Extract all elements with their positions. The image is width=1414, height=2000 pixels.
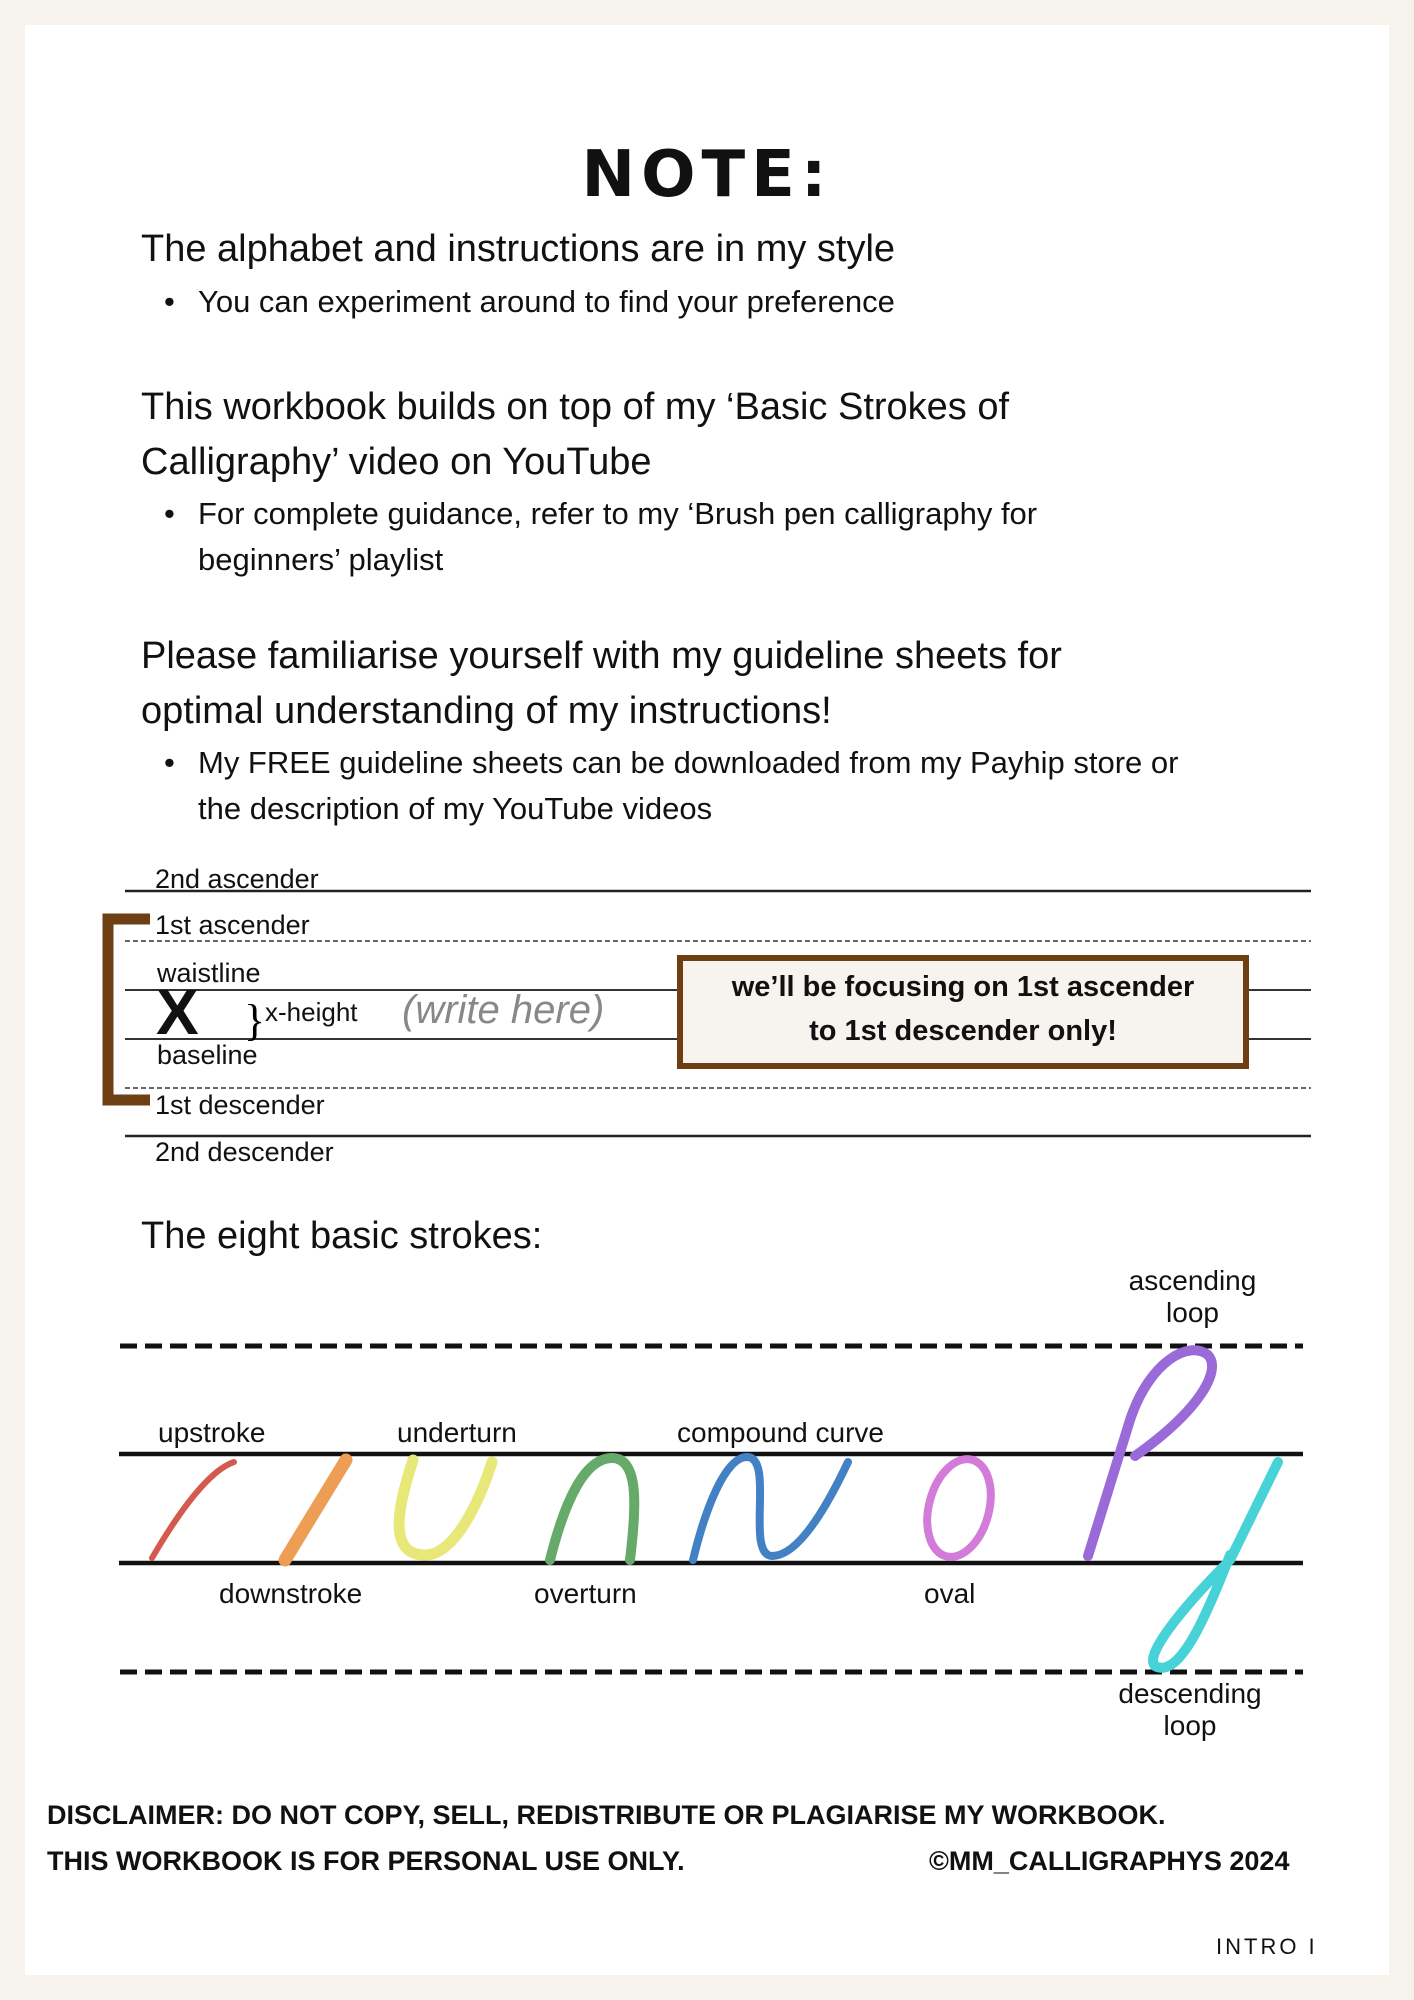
- label-descending-loop: [1105, 1678, 1275, 1742]
- label-oval: oval: [924, 1578, 976, 1609]
- label-compound-curve: compound curve: [677, 1417, 885, 1448]
- focus-note-line2: to 1st descender only!: [809, 1015, 1117, 1047]
- label-x-height: x-height: [265, 997, 358, 1027]
- section-1-bullet: • You can experiment around to find your preference: [198, 284, 895, 320]
- label-baseline: baseline: [157, 1040, 258, 1070]
- section-2-heading-line2: Calligraphy’ video on YouTube: [141, 441, 652, 483]
- section-3-heading-line1: Please familiarise yourself with my guideline sheets for: [141, 635, 1062, 677]
- label-descending-loop-line1: descending: [1118, 1678, 1262, 1709]
- label-underturn: underturn: [397, 1417, 517, 1448]
- disclaimer-line2: THIS WORKBOOK IS FOR PERSONAL USE ONLY.: [47, 1846, 685, 1876]
- compound-curve-mark: [693, 1457, 848, 1560]
- label-ascending-loop: [1110, 1265, 1275, 1329]
- overturn-mark: [550, 1458, 634, 1560]
- page-title: NOTE:: [581, 138, 833, 212]
- label-2nd-descender: 2nd descender: [155, 1137, 334, 1167]
- label-waistline: waistline: [157, 958, 261, 988]
- page-label: INTRO I: [1216, 1934, 1318, 1959]
- label-ascending-loop-line1: ascending: [1128, 1265, 1257, 1296]
- label-1st-descender: 1st descender: [155, 1090, 325, 1120]
- label-downstroke: downstroke: [219, 1578, 363, 1609]
- section-2-bullet: • For complete guidance, refer to my ‘Brush pen calligraphy for: [198, 496, 1037, 532]
- upstroke-mark: [152, 1462, 234, 1558]
- label-1st-ascender: 1st ascender: [155, 910, 310, 940]
- underturn-mark: [399, 1460, 492, 1555]
- svg-text:}: }: [244, 996, 266, 1045]
- label-ascending-loop-line2: loop: [1166, 1297, 1219, 1328]
- disclaimer-line1: DISCLAIMER: DO NOT COPY, SELL, REDISTRIBUTE OR PLAGIARISE MY WORKBOOK.: [47, 1800, 1166, 1830]
- label-2nd-ascender: 2nd ascender: [155, 864, 319, 894]
- label-descending-loop-line2: loop: [1163, 1710, 1217, 1741]
- write-here-placeholder: (write here): [402, 988, 605, 1032]
- section-1-heading: The alphabet and instructions are in my style: [141, 228, 896, 270]
- section-2-bullet-cont: beginners’ playlist: [198, 542, 444, 577]
- section-3-heading-line2: optimal understanding of my instructions!: [141, 690, 832, 732]
- strokes-heading: The eight basic strokes:: [141, 1215, 543, 1257]
- oval-mark: [917, 1452, 1001, 1564]
- downstroke-mark: [285, 1460, 346, 1560]
- section-3-bullet: • My FREE guideline sheets can be downloaded from my Payhip store or: [198, 745, 1178, 781]
- label-overturn: overturn: [534, 1578, 637, 1609]
- copyright: ©MM_CALLIGRAPHYS 2024: [929, 1846, 1290, 1876]
- x-letter: X: [156, 976, 199, 1048]
- section-2-heading-line1: This workbook builds on top of my ‘Basic Strokes of: [141, 386, 1010, 428]
- section-3-bullet-cont: the description of my YouTube videos: [198, 791, 713, 826]
- label-upstroke: upstroke: [158, 1417, 266, 1448]
- focus-note-line1: we’ll be focusing on 1st ascender: [731, 971, 1195, 1003]
